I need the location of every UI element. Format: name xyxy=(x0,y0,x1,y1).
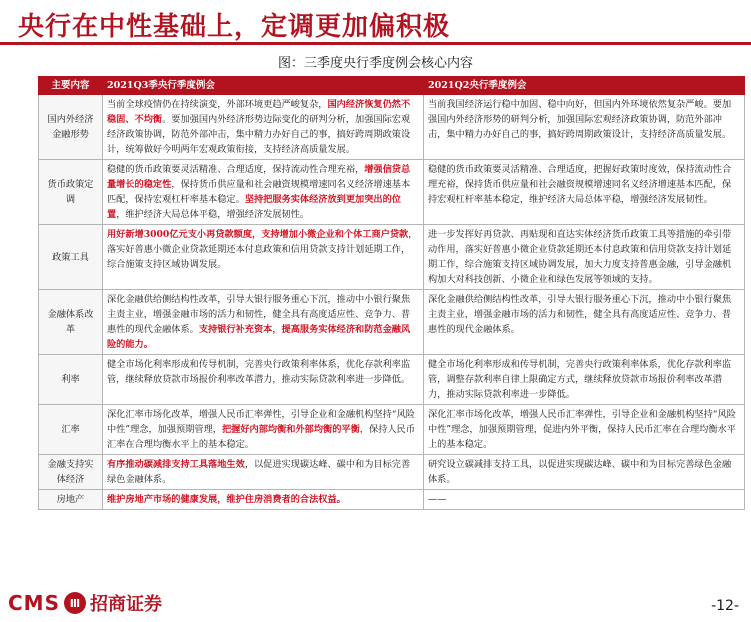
row-category: 房地产 xyxy=(39,490,103,510)
q2-cell xyxy=(424,490,745,510)
body-text: ，落实好普惠小微企业贷款延期还本付息政策和信用贷款支持计划延期工作，综合施策支持区域协调发展。 xyxy=(107,229,418,270)
body-text: —— xyxy=(428,494,447,505)
body-text: 进一步发挥好再贷款、再贴现和直达实体经济货币政策工具等措施的牵引带动作用，落实好普惠小微企业贷款延期还本付息政策和信用贷款支持计划延期工作，综合施策支持区域协调发展，加大力度支持普惠金融，引导金融机构加大对科技创新、小微企业和绿色发展等领域的支持。 xyxy=(428,229,732,285)
body-text: ，保持货币供应量和社会融资规模增速同名义经济增速基本匹配，保持宏观杠杆率基本稳定。 xyxy=(107,179,411,205)
table-row xyxy=(39,160,745,225)
page-number: -12- xyxy=(711,598,739,614)
table-row xyxy=(39,355,745,405)
table-row xyxy=(39,225,745,290)
highlight-text: 维护房地产市场的健康发展，维护住房消费者的合法权益。 xyxy=(107,494,346,505)
logo-mark-icon: Ⅲ xyxy=(64,592,86,614)
body-text: 稳健的货币政策要灵活精准、合理适度，把握好政策时度效，保持流动性合理充裕，保持货币供应量和社会融资规模增速同名义经济增速基本匹配，保持宏观杠杆率基本稳定，维护经济大局总体平稳，增强经济发展韧性。 xyxy=(428,164,732,205)
body-text: ，维护经济大局总体平稳，增强经济发展韧性。 xyxy=(116,209,310,220)
table-row xyxy=(39,405,745,455)
cms-logo xyxy=(8,590,162,616)
table-row xyxy=(39,455,745,490)
highlight-text: 用好新增3000亿元支小再贷款额度，支持增加小微企业和个体工商户贷款 xyxy=(107,229,409,240)
highlight-text: 有序推动碳减排支持工具落地生效 xyxy=(107,459,245,470)
row-category: 金融体系改革 xyxy=(39,290,103,355)
footer xyxy=(0,592,751,622)
logo-cms-text: CMS xyxy=(8,591,60,615)
body-text: 健全市场化利率形成和传导机制，完善央行政策利率体系，优化存款利率监管，调整存款利率自律上限确定方式，继续释放贷款市场报价利率改革潜力，推动实际贷款利率进一步降低。 xyxy=(428,359,732,400)
table-header-row xyxy=(39,77,745,95)
q3-cell xyxy=(103,455,424,490)
table-body xyxy=(39,95,745,510)
row-category: 国内外经济金融形势 xyxy=(39,95,103,160)
q2-cell xyxy=(424,355,745,405)
q2-cell xyxy=(424,225,745,290)
body-text: 深化汇率市场化改革，增强人民币汇率弹性，引导企业和金融机构坚持“风险中性”理念，加强预期管理，促进内外平衡，保持人民币汇率在合理均衡水平上的基本稳定。 xyxy=(428,409,736,450)
header-q2: 2021Q2央行季度例会 xyxy=(424,77,745,95)
q3-cell xyxy=(103,355,424,405)
q2-cell xyxy=(424,160,745,225)
row-category: 政策工具 xyxy=(39,225,103,290)
table-row xyxy=(39,95,745,160)
figure-caption: 图：三季度央行季度例会核心内容 xyxy=(277,56,473,71)
logo-chinese-text: 招商证券 xyxy=(89,594,162,615)
q2-cell xyxy=(424,290,745,355)
q2-cell xyxy=(424,455,745,490)
body-text: 健全市场化利率形成和传导机制，完善央行政策利率体系，优化存款利率监管，继续释放贷款市场报价利率改革潜力，推动实际贷款利率进一步降低。 xyxy=(107,359,411,385)
q3-cell xyxy=(103,490,424,510)
pboc-meeting-table xyxy=(38,76,745,510)
body-text: 深化金融供给侧结构性改革，引导大银行服务重心下沉，推动中小银行聚焦主责主业，增强金融市场的活力和韧性，健全具有高度适应性、竞争力、普惠性的现代金融体系。 xyxy=(107,294,411,335)
row-category: 金融支持实体经济 xyxy=(39,455,103,490)
body-text: 。要加强国内外经济形势边际变化的研判分析，加强国际宏观经济政策协调，防范外部冲击，集中精力办好自己的事，搞好跨周期政策设计，统筹做好今明两年宏观政策衔接，支持经济高质量发展。 xyxy=(107,114,411,155)
body-text: ，保持人民币汇率在合理均衡水平上的基本稳定。 xyxy=(107,424,415,450)
table-row xyxy=(39,490,745,510)
q2-cell xyxy=(424,405,745,455)
q3-cell xyxy=(103,405,424,455)
table-row xyxy=(39,290,745,355)
row-category: 货币政策定调 xyxy=(39,160,103,225)
q2-cell xyxy=(424,95,745,160)
body-text: 当前全球疫情仍在持续演变，外部环境更趋严峻复杂， xyxy=(107,99,328,110)
title-rule xyxy=(0,42,751,45)
body-text: 深化汇率市场化改革，增强人民币汇率弹性，引导企业和金融机构坚持“风险中性”理念，加强预期管理， xyxy=(107,409,415,435)
page-title: 央行在中性基础上，定调更加偏积极 xyxy=(18,12,451,42)
body-text: 稳健的货币政策要灵活精准、合理适度，保持流动性合理充裕， xyxy=(107,164,365,175)
body-text: 当前我国经济运行稳中加固、稳中向好，但国内外环境依然复杂严峻。要加强国内外经济形势的研判分析，加强国际宏观经济政策协调，防范外部冲击，集中精力办好自己的事，搞好跨周期政策设计，支持经济高质量发展。 xyxy=(428,99,732,140)
q3-cell xyxy=(103,290,424,355)
row-category: 利率 xyxy=(39,355,103,405)
body-text: 研究设立碳减排支持工具，以促进实现碳达峰、碳中和为目标完善绿色金融体系。 xyxy=(428,459,732,485)
q3-cell xyxy=(103,160,424,225)
body-text: ，以促进实现碳达峰、碳中和为目标完善绿色金融体系。 xyxy=(107,459,411,485)
highlight-text: 支持银行补充资本，提高服务实体经济和防范金融风险的能力。 xyxy=(107,324,411,350)
q3-cell xyxy=(103,225,424,290)
header-main-content: 主要内容 xyxy=(39,77,103,95)
highlight-text: 坚持把服务实体经济放到更加突出的位置 xyxy=(107,194,401,220)
row-category: 汇率 xyxy=(39,405,103,455)
highlight-text: 国内经济恢复仍然不稳固、不均衡 xyxy=(107,99,411,125)
highlight-text: 增强信贷总量增长的稳定性 xyxy=(107,164,411,190)
highlight-text: 把握好内部均衡和外部均衡的平衡 xyxy=(221,424,360,435)
body-text: 深化金融供给侧结构性改革，引导大银行服务重心下沉，推动中小银行聚焦主责主业，增强金融市场的活力和韧性，健全具有高度适应性、竞争力、普惠性的现代金融体系。 xyxy=(428,294,732,335)
q3-cell xyxy=(103,95,424,160)
header-q3: 2021Q3季央行季度例会 xyxy=(103,77,424,95)
